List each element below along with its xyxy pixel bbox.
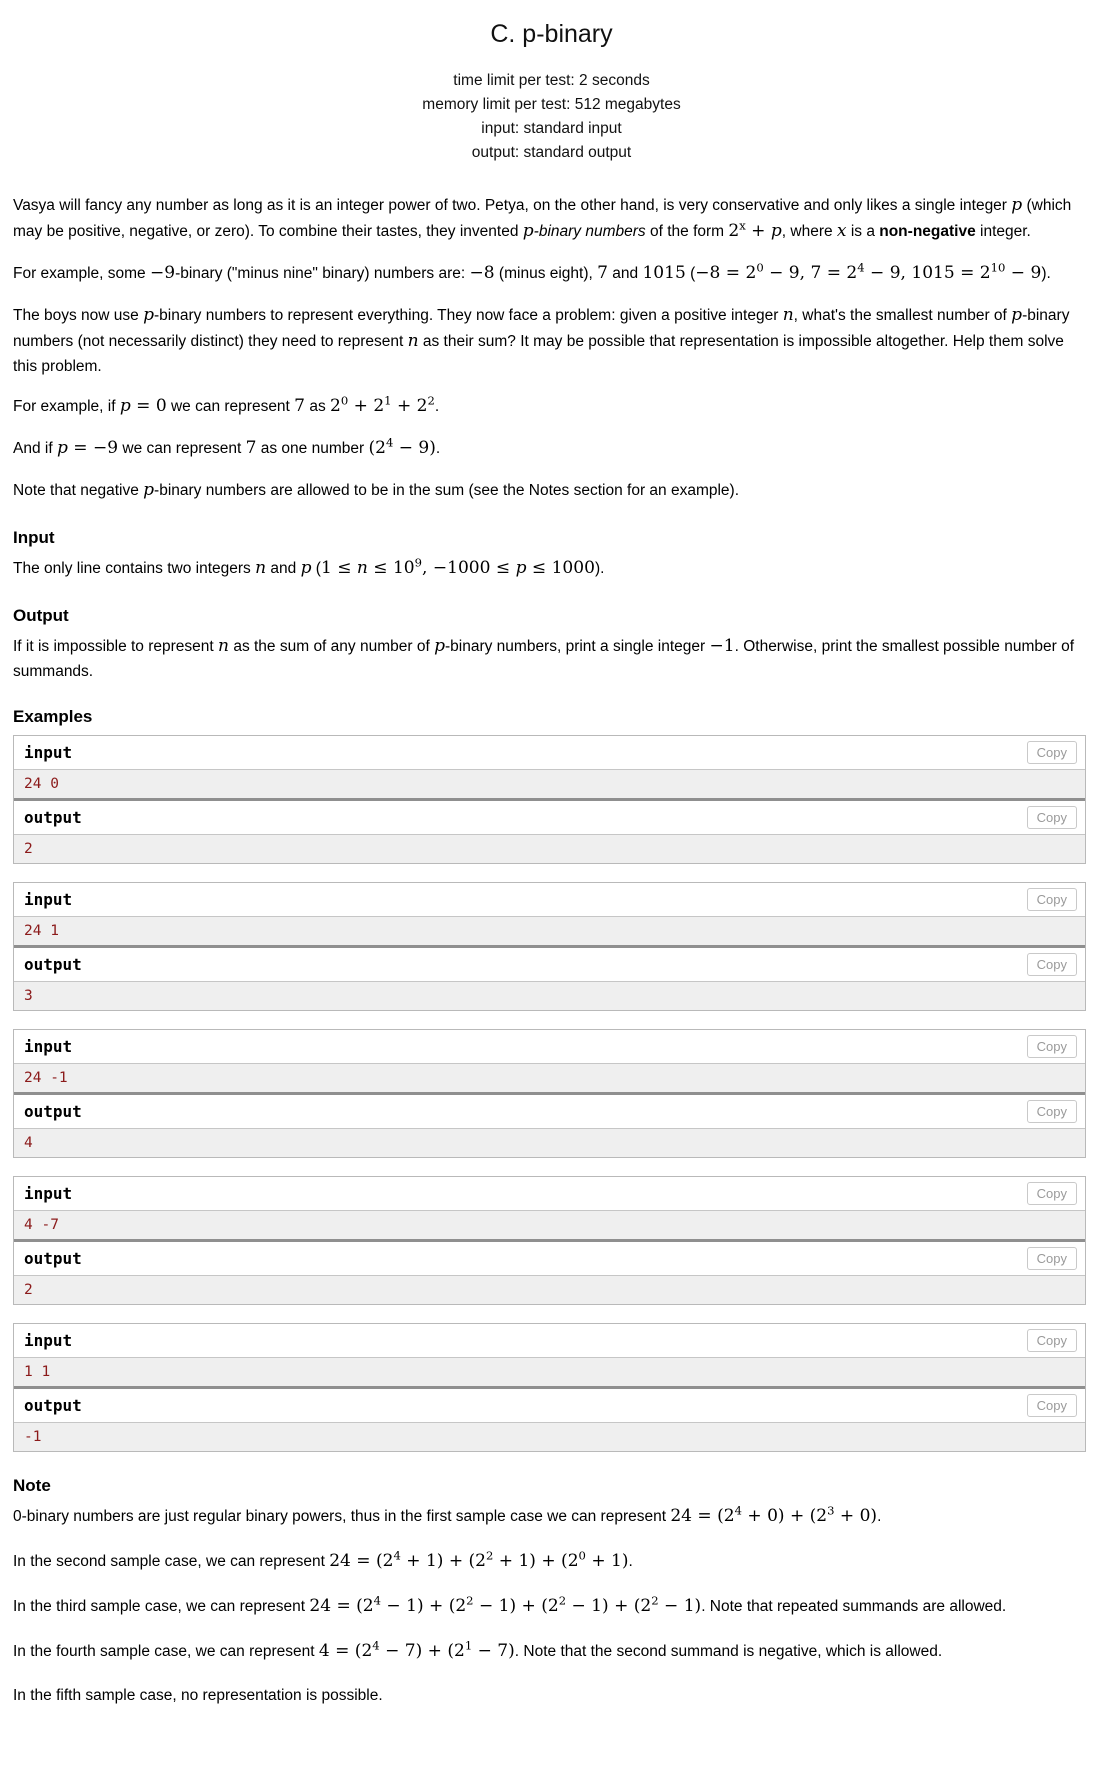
problem-header [13,20,1090,165]
example-4-output-value: 2 [14,1276,1085,1304]
example-2-input-value: 24 1 [14,917,1085,945]
example-5 [13,1323,1086,1452]
statement-paragraph-2: For example, some −9-binary ("minus nine" binary) numbers are: −8 (minus eight), 7 and 1015 ($-8 = 2^0 - 9$, $7 = 2^4 - 9$, $1015 = 2^{10} - 9$). [13,260,1051,283]
example-5-input-label: input [24,1331,73,1351]
example-1-input-value: 24 0 [14,770,1085,798]
output-section-paragraph: If it is impossible to represent n as the sum of any number of p-binary numbers, print a single integer −1. Otherwise, print the smallest possible number of summands. [13,635,1075,680]
note-paragraph-2: In the second sample case, we can represent $24 = (2^4 + 1) + (2^2 + 1) + (2^0 + 1)$. [13,1548,633,1572]
statement-paragraph-4: For example, if p = 0 we can represent 7 as $2^0 + 2^1 + 2^2$. [13,393,440,417]
example-3-copy-output-button[interactable]: Copy [1027,1100,1077,1123]
output-section-title: Output [13,605,69,625]
example-1-input-label: input [24,743,73,763]
input-spec-line: input: standard input [481,120,622,137]
example-5-input-value: 1 1 [14,1358,1085,1386]
example-1-copy-input-button[interactable]: Copy [1027,741,1077,764]
example-2-copy-input-button[interactable]: Copy [1027,888,1077,911]
example-4-input-header [14,1177,1085,1211]
time-limit: time limit per test: 2 seconds [453,72,650,89]
example-5-copy-output-button[interactable]: Copy [1027,1394,1077,1417]
example-3-output-value: 4 [14,1129,1085,1157]
output-spec-line: output: standard output [471,144,632,161]
examples-section-title: Examples [13,707,93,727]
statement-paragraph-6: Note that negative p-binary numbers are allowed to be in the sum (see the Notes section for an example). [13,479,740,500]
examples-section [13,707,1090,1452]
example-5-output-header [14,1386,1085,1423]
input-section-title: Input [13,527,55,547]
memory-limit: memory limit per test: 512 megabytes [422,96,681,113]
note-section-title: Note [13,1476,51,1496]
example-2-input-label: input [24,890,73,910]
example-4 [13,1176,1086,1305]
example-4-copy-input-button[interactable]: Copy [1027,1182,1077,1205]
statement-paragraph-3: The boys now use p-binary numbers to represent everything. They now face a problem: given a positive integer n, what's the smallest number of p-binary numbers (not necessarily distinct) they need to represent n as their sum? It may be possible that representation is impossible altogether. Help them solve this problem. [13,304,1070,375]
statement-paragraph-5: And if p = −9 we can represent 7 as one number $(2^4 - 9)$. [13,435,441,458]
example-2-output-label: output [24,955,82,975]
example-1-output-value: 2 [14,835,1085,863]
statement-paragraph-1: Vasya will fancy any number as long as it is an integer power of two. Petya, on the other hand, is very conservative and only likes a single integer p (which may be positive, negative, or zero). To combine their tastes, they invented p-binary numbers of the form $2^x + p$, where x is a non-negative integer. [13,195,1072,241]
example-3-input-label: input [24,1037,73,1057]
note-paragraph-5: In the fifth sample case, no representation is possible. [13,1686,383,1704]
input-section-paragraph: The only line contains two integers n and p ($1 \le n \le 10^9$, −1000 ≤ p ≤ 1000). [13,555,605,578]
example-1-copy-output-button[interactable]: Copy [1027,806,1077,829]
example-4-output-label: output [24,1249,82,1269]
note-paragraph-1: 0-binary numbers are just regular binary powers, thus in the first sample case we can represent $24 = (2^4 + 0) + (2^3 + 0)$. [13,1503,882,1527]
example-5-output-label: output [24,1396,82,1416]
problem-title: C. p-binary [490,20,613,48]
example-1 [13,735,1086,864]
example-1-output-header [14,798,1085,835]
example-4-input-label: input [24,1184,73,1204]
output-section [13,606,1090,683]
input-section [13,528,1090,582]
example-1-input-header [14,736,1085,770]
note-paragraph-4: In the fourth sample case, we can represent $4 = (2^4 - 7) + (2^1 - 7)$. Note that the second summand is negative, which is allowed. [13,1638,943,1661]
example-3-copy-input-button[interactable]: Copy [1027,1035,1077,1058]
example-2-copy-output-button[interactable]: Copy [1027,953,1077,976]
note-section [13,1476,1090,1707]
example-2 [13,882,1086,1011]
example-2-input-header [14,883,1085,917]
example-5-copy-input-button[interactable]: Copy [1027,1329,1077,1352]
problem-statement [13,193,1090,504]
example-3-output-label: output [24,1102,82,1122]
note-paragraph-3: In the third sample case, we can represent $24 = (2^4 - 1) + (2^2 - 1) + (2^2 - 1) + (2^2 - 1)$. Note that repeated summands are allowed. [13,1593,1007,1616]
example-4-output-header [14,1239,1085,1276]
example-3-output-header [14,1092,1085,1129]
example-5-input-header [14,1324,1085,1358]
example-2-output-value: 3 [14,982,1085,1010]
example-3 [13,1029,1086,1158]
example-4-input-value: 4 -7 [14,1211,1085,1239]
example-2-output-header [14,945,1085,982]
example-4-copy-output-button[interactable]: Copy [1027,1247,1077,1270]
example-3-input-value: 24 -1 [14,1064,1085,1092]
example-3-input-header [14,1030,1085,1064]
example-1-output-label: output [24,808,82,828]
example-5-output-value: -1 [14,1423,1085,1451]
